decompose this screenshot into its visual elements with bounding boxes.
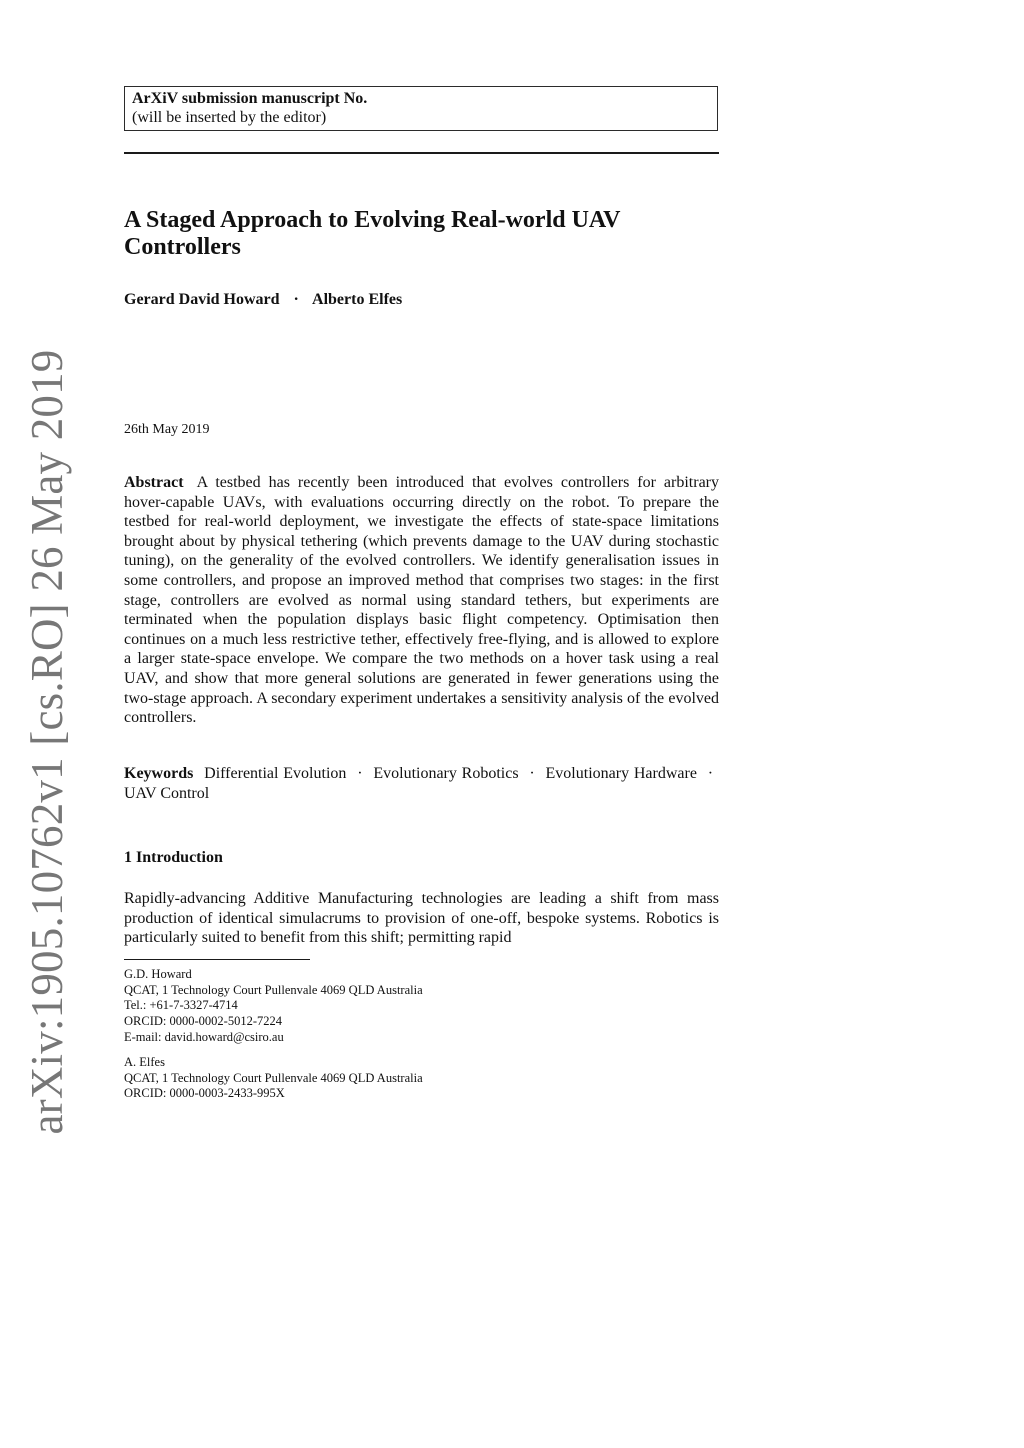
keyword-separator: · <box>529 765 535 782</box>
abstract-text: A testbed has recently been introduced that evolves controllers for arbitrary hover-capable UAVs, with evaluations occurring directly on the robot. To prepare the testbed for real-world deployment, we investigate the effects of state-space limitations brought about by physical tethering (which prevents damage to the UAV during stochastic tuning), on the generality of the evolved controllers. We identify generalisation issues in some controllers, and propose an improved method that comprises two stages: in the first stage, controllers are evolved as normal using standard tethers, but experiments are terminated when the population displays basic flight competency. Optimisation then continues on a much less restrictive tether, effectively free-flying, and is allowed to explore a larger state-space envelope. We compare the two methods on a hover task using a real UAV, and show that more general solutions are generated in fewer generations using the two-stage approach. A secondary experiment undertakes a sensitivity analysis of the evolved controllers. <box>124 474 719 727</box>
affiliation-email[interactable]: E-mail: david.howard@csiro.au <box>124 1029 284 1044</box>
affiliation-phone: Tel.: +61-7-3327-4714 <box>124 998 238 1013</box>
affiliation-orcid: ORCID: 0000-0003-2433-995X <box>124 1086 285 1101</box>
manuscript-box-note: (will be inserted by the editor) <box>132 109 327 126</box>
paper-title-line-2: Controllers <box>124 234 241 260</box>
footnote-rule <box>124 959 310 960</box>
affiliation-address: QCAT, 1 Technology Court Pullenvale 4069 QLD Australia <box>124 1070 423 1085</box>
keyword: UAV Control <box>124 784 210 802</box>
author-separator: · <box>293 291 299 308</box>
keyword-separator: · <box>357 765 363 782</box>
affiliation-address: QCAT, 1 Technology Court Pullenvale 4069 QLD Australia <box>124 982 423 997</box>
keyword-separator: · <box>707 765 714 782</box>
arxiv-identifier[interactable]: arXiv:1905.10762v1 [cs.RO] 26 May 2019 <box>22 349 72 1135</box>
keywords <box>124 764 719 803</box>
affiliation-name: A. Elfes <box>124 1055 165 1069</box>
author-name: Gerard David Howard <box>124 291 280 308</box>
affiliation-howard <box>124 967 724 1046</box>
paper-title <box>124 207 724 261</box>
manuscript-info-box <box>124 86 718 131</box>
header-rule <box>124 152 719 154</box>
keywords-label: Keywords <box>124 765 194 782</box>
author-list <box>124 291 402 309</box>
keyword: Evolutionary Robotics <box>373 765 519 782</box>
affiliation-orcid: ORCID: 0000-0002-5012-7224 <box>124 1014 282 1029</box>
section-heading-introduction: 1 Introduction <box>124 849 223 866</box>
author-name: Alberto Elfes <box>312 291 403 308</box>
keyword: Evolutionary Hardware <box>545 765 697 782</box>
arxiv-sidebar <box>0 0 72 1135</box>
abstract <box>124 473 719 728</box>
paper-title-line-1: A Staged Approach to Evolving Real-world UAV <box>124 207 621 233</box>
manuscript-box-title: ArXiV submission manuscript No. <box>132 90 368 107</box>
abstract-label: Abstract <box>124 474 184 491</box>
introduction-paragraph: Rapidly-advancing Additive Manufacturing technologies are leading a shift from mass production of identical simulacrums to provision of one-off, bespoke systems. Robotics is particularly suited to benefit from this shift; permitting rapid <box>124 890 719 947</box>
paper-date: 26th May 2019 <box>124 422 210 437</box>
keyword: Differential Evolution <box>204 765 347 782</box>
affiliation-elfes <box>124 1055 724 1102</box>
affiliation-name: G.D. Howard <box>124 967 192 981</box>
